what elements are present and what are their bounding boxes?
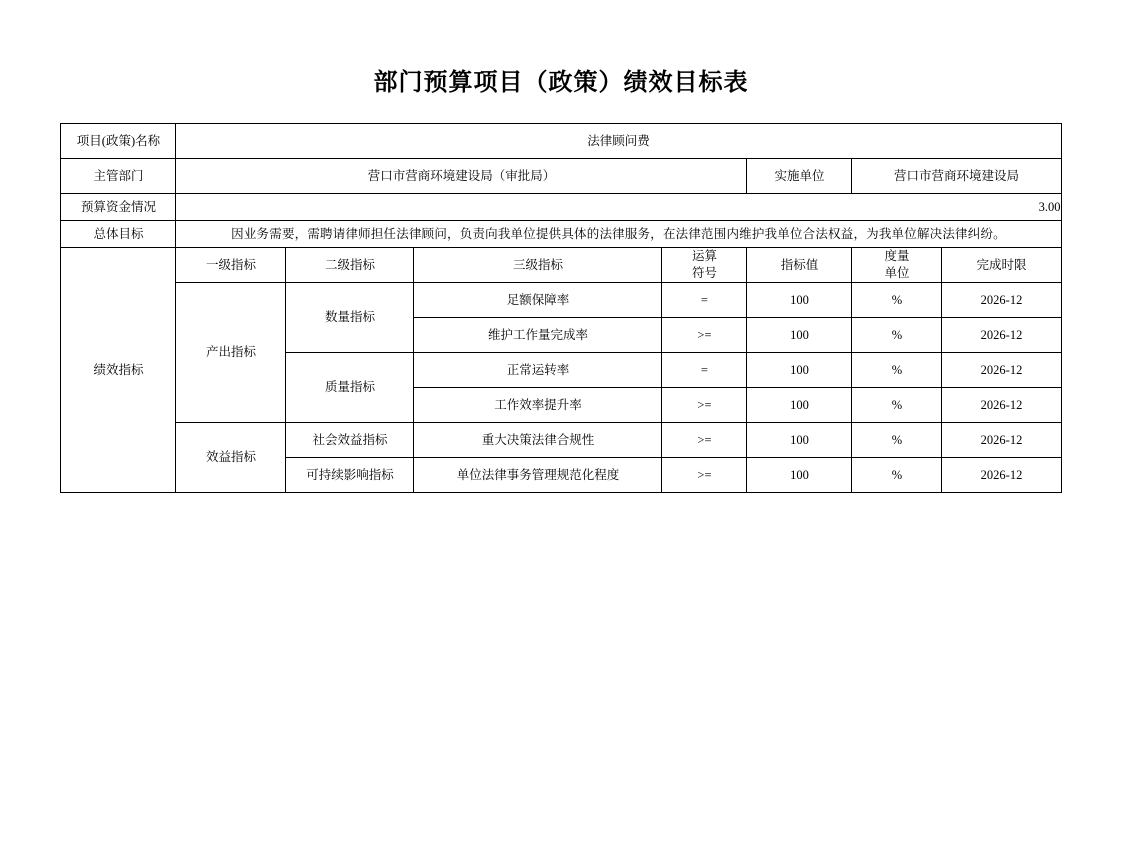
header-operator-line2: 符号 xyxy=(691,266,717,280)
table-row-budget xyxy=(61,194,1061,221)
level1-benefit: 效益指标 xyxy=(176,423,286,493)
level2-quantity: 数量指标 xyxy=(286,283,414,353)
indicator-deadline: 2026-12 xyxy=(942,458,1061,493)
header-unit xyxy=(852,248,942,283)
department-value: 营口市营商环境建设局（审批局） xyxy=(176,159,747,194)
indicator-unit: % xyxy=(852,388,942,423)
indicator-value: 100 xyxy=(747,458,852,493)
performance-indicator-label: 绩效指标 xyxy=(61,248,176,493)
performance-goal-table xyxy=(60,123,1061,493)
header-operator xyxy=(662,248,747,283)
indicator-unit: % xyxy=(852,353,942,388)
level2-sustainable-impact: 可持续影响指标 xyxy=(286,458,414,493)
table-row xyxy=(61,283,1061,318)
budget-label: 预算资金情况 xyxy=(61,194,176,221)
indicator-deadline: 2026-12 xyxy=(942,318,1061,353)
budget-value: 3.00 xyxy=(176,194,1061,221)
indicator-deadline: 2026-12 xyxy=(942,283,1061,318)
level3-indicator: 重大决策法律合规性 xyxy=(414,423,662,458)
indicator-unit: % xyxy=(852,318,942,353)
unit-label: 实施单位 xyxy=(747,159,852,194)
document-page xyxy=(0,62,1122,855)
indicator-operator: >= xyxy=(662,388,747,423)
header-level3: 三级指标 xyxy=(414,248,662,283)
indicator-operator: >= xyxy=(662,458,747,493)
department-label: 主管部门 xyxy=(61,159,176,194)
level3-indicator: 正常运转率 xyxy=(414,353,662,388)
indicator-unit: % xyxy=(852,423,942,458)
project-name-label: 项目(政策)名称 xyxy=(61,124,176,159)
indicator-unit: % xyxy=(852,458,942,493)
header-unit-line1: 度量 xyxy=(884,249,910,264)
indicator-deadline: 2026-12 xyxy=(942,353,1061,388)
table-row-overall-goal xyxy=(61,221,1061,248)
table-row-indicator-header xyxy=(61,248,1061,283)
level3-indicator: 足额保障率 xyxy=(414,283,662,318)
header-level2: 二级指标 xyxy=(286,248,414,283)
header-deadline: 完成时限 xyxy=(942,248,1061,283)
indicator-value: 100 xyxy=(747,353,852,388)
table-row xyxy=(61,423,1061,458)
indicator-value: 100 xyxy=(747,283,852,318)
indicator-unit: % xyxy=(852,283,942,318)
table-row-project-name xyxy=(61,124,1061,159)
indicator-value: 100 xyxy=(747,318,852,353)
header-operator-line1: 运算 xyxy=(691,249,717,264)
indicator-operator: >= xyxy=(662,318,747,353)
overall-goal-value: 因业务需要，需聘请律师担任法律顾问，负责向我单位提供具体的法律服务，在法律范围内维护我单位合法权益，为我单位解决法律纠纷。 xyxy=(176,221,1061,248)
level1-output: 产出指标 xyxy=(176,283,286,423)
level2-quality: 质量指标 xyxy=(286,353,414,423)
overall-goal-label: 总体目标 xyxy=(61,221,176,248)
indicator-operator: = xyxy=(662,283,747,318)
indicator-value: 100 xyxy=(747,388,852,423)
level3-indicator: 工作效率提升率 xyxy=(414,388,662,423)
table-row-department xyxy=(61,159,1061,194)
indicator-operator: >= xyxy=(662,423,747,458)
header-unit-line2: 单位 xyxy=(884,266,910,280)
level2-social-benefit: 社会效益指标 xyxy=(286,423,414,458)
indicator-operator: = xyxy=(662,353,747,388)
unit-value: 营口市营商环境建设局 xyxy=(852,159,1061,194)
page-title: 部门预算项目（政策）绩效目标表 xyxy=(373,70,749,96)
indicator-deadline: 2026-12 xyxy=(942,423,1061,458)
header-value: 指标值 xyxy=(747,248,852,283)
project-name-value: 法律顾问费 xyxy=(176,124,1061,159)
indicator-value: 100 xyxy=(747,423,852,458)
header-level1: 一级指标 xyxy=(176,248,286,283)
level3-indicator: 单位法律事务管理规范化程度 xyxy=(414,458,662,493)
indicator-deadline: 2026-12 xyxy=(942,388,1061,423)
level3-indicator: 维护工作量完成率 xyxy=(414,318,662,353)
